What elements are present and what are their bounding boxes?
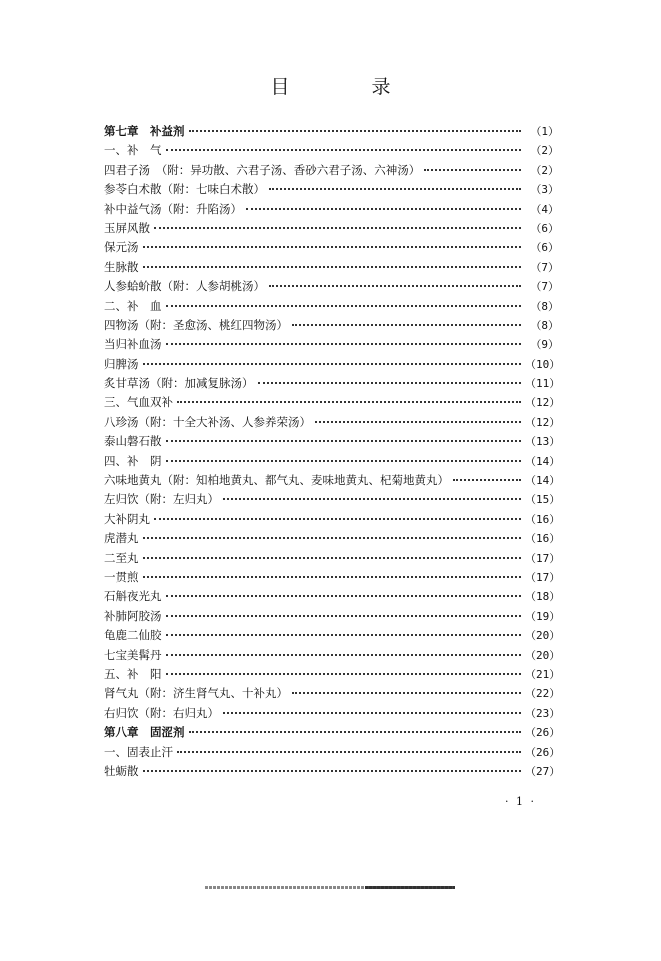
toc-entry-section	[104, 743, 559, 762]
toc-entry-page: （9）	[530, 338, 559, 352]
dot-leader	[269, 285, 521, 287]
toc-entry-label: 生脉散	[104, 259, 139, 274]
toc-entry-item	[104, 219, 559, 238]
toc-entry-item	[104, 684, 559, 703]
toc-entry-item	[104, 762, 559, 781]
dot-leader	[166, 305, 522, 307]
dot-leader	[143, 576, 522, 578]
toc-entry-page: （14）	[525, 474, 561, 488]
toc-entry-section	[104, 297, 559, 316]
toc-entry-label: 二、补 血	[104, 298, 162, 313]
toc-entry-page: （8）	[530, 299, 559, 313]
bottom-scan-line-solid	[365, 886, 455, 889]
table-of-contents	[104, 122, 559, 781]
toc-entry-item	[104, 200, 559, 219]
dot-leader	[189, 130, 522, 132]
dot-leader	[166, 595, 522, 597]
dot-leader	[223, 498, 521, 500]
toc-entry-page: （1）	[530, 125, 559, 138]
toc-entry-item	[104, 374, 559, 393]
toc-entry-page: （13）	[525, 435, 561, 449]
toc-entry-page: （19）	[525, 609, 561, 623]
dot-leader	[246, 208, 521, 210]
toc-entry-chapter	[104, 723, 559, 742]
toc-entry-label: 四、补 阴	[104, 453, 162, 468]
dot-leader	[269, 188, 521, 190]
dot-leader	[143, 557, 522, 559]
toc-entry-label: 归脾汤	[104, 356, 139, 371]
toc-entry-item	[104, 335, 559, 354]
toc-entry-page: （26）	[525, 726, 561, 740]
toc-entry-section	[104, 141, 559, 160]
page-number: · 1 ·	[505, 795, 536, 808]
toc-entry-label: 牡蛎散	[104, 763, 139, 778]
toc-entry-page: （12）	[525, 415, 561, 429]
toc-entry-chapter	[104, 122, 559, 141]
toc-entry-label: 炙甘草汤（附：加减复脉汤）	[104, 376, 254, 391]
toc-entry-label: 玉屏风散	[104, 220, 150, 235]
toc-entry-item	[104, 316, 559, 335]
toc-entry-page: （26）	[525, 745, 561, 759]
dot-leader	[453, 479, 521, 481]
dot-leader	[223, 712, 521, 714]
toc-entry-page: （6）	[530, 241, 559, 255]
toc-entry-page: （21）	[525, 667, 561, 681]
toc-entry-page: （10）	[525, 357, 561, 371]
toc-entry-page: （27）	[525, 764, 561, 778]
dot-leader	[258, 382, 522, 384]
dot-leader	[143, 770, 522, 772]
toc-entry-label: 龟鹿二仙胶	[104, 628, 162, 643]
toc-entry-item	[104, 549, 559, 568]
dot-leader	[166, 654, 522, 656]
toc-entry-label: 四物汤（附：圣愈汤、桃红四物汤）	[104, 317, 288, 332]
toc-entry-page: （18）	[525, 590, 561, 604]
toc-entry-label: 参苓白术散（附：七味白术散）	[104, 182, 265, 197]
toc-entry-page: （14）	[525, 454, 561, 468]
toc-entry-item	[104, 258, 559, 277]
dot-leader	[154, 518, 521, 520]
toc-entry-item	[104, 277, 559, 296]
dot-leader	[166, 149, 522, 151]
toc-entry-page: （7）	[530, 280, 559, 294]
toc-entry-item	[104, 587, 559, 606]
toc-entry-label: 当归补血汤	[104, 337, 162, 352]
toc-entry-label: 七宝美髯丹	[104, 647, 162, 662]
toc-entry-label: 左归饮（附：左归丸）	[104, 492, 219, 507]
toc-entry-item	[104, 238, 559, 257]
dot-leader	[189, 731, 522, 733]
toc-entry-page: （12）	[525, 396, 561, 410]
dot-leader	[143, 537, 522, 539]
toc-entry-page: （7）	[530, 260, 559, 274]
dot-leader	[166, 634, 522, 636]
toc-entry-item	[104, 568, 559, 587]
dot-leader	[166, 343, 522, 345]
dot-leader	[177, 751, 521, 753]
toc-entry-item	[104, 161, 559, 180]
dot-leader	[424, 169, 521, 171]
dot-leader	[166, 673, 522, 675]
dot-leader	[315, 421, 521, 423]
toc-entry-label: 人参蛤蚧散（附：人参胡桃汤）	[104, 279, 265, 294]
toc-entry-section	[104, 452, 559, 471]
toc-entry-label: 大补阴丸	[104, 511, 150, 526]
toc-entry-item	[104, 704, 559, 723]
toc-entry-label: 肾气丸（附：济生肾气丸、十补丸）	[104, 686, 288, 701]
toc-entry-page: （20）	[525, 629, 561, 643]
toc-entry-label: 石斛夜光丸	[104, 589, 162, 604]
toc-entry-label: 二至丸	[104, 550, 139, 565]
dot-leader	[143, 266, 522, 268]
toc-entry-item	[104, 607, 559, 626]
toc-entry-page: （4）	[530, 202, 559, 216]
toc-entry-label: 四君子汤 （附：异功散、六君子汤、香砂六君子汤、六神汤）	[104, 162, 421, 177]
toc-entry-item	[104, 413, 559, 432]
toc-entry-page: （15）	[525, 493, 561, 507]
toc-entry-label: 八珍汤（附：十全大补汤、人参养荣汤）	[104, 414, 311, 429]
toc-entry-page: （6）	[530, 221, 559, 235]
toc-entry-label: 右归饮（附：右归丸）	[104, 705, 219, 720]
toc-entry-section	[104, 393, 559, 412]
toc-entry-item	[104, 646, 559, 665]
toc-entry-label: 泰山磐石散	[104, 434, 162, 449]
dot-leader	[177, 401, 521, 403]
dot-leader	[292, 692, 521, 694]
toc-entry-page: （17）	[525, 570, 561, 584]
toc-entry-label: 一、固表止汗	[104, 744, 173, 759]
toc-entry-page: （11）	[525, 377, 561, 391]
toc-entry-label: 三、气血双补	[104, 395, 173, 410]
toc-entry-page: （16）	[525, 512, 561, 526]
toc-entry-item	[104, 626, 559, 645]
toc-entry-item	[104, 490, 559, 509]
dot-leader	[166, 440, 522, 442]
dot-leader	[143, 363, 522, 365]
toc-entry-label: 保元汤	[104, 240, 139, 255]
dot-leader	[166, 460, 522, 462]
toc-entry-label: 一贯煎	[104, 569, 139, 584]
toc-entry-label: 六味地黄丸（附：知柏地黄丸、都气丸、麦味地黄丸、杞菊地黄丸）	[104, 473, 449, 488]
toc-entry-item	[104, 471, 559, 490]
page-title: 目 录	[270, 76, 429, 98]
toc-entry-page: （20）	[525, 648, 561, 662]
toc-entry-item	[104, 432, 559, 451]
toc-entry-label: 第八章 固涩剂	[104, 725, 185, 740]
toc-entry-label: 补肺阿胶汤	[104, 608, 162, 623]
toc-entry-page: （23）	[525, 706, 561, 720]
dot-leader	[143, 246, 522, 248]
toc-entry-item	[104, 510, 559, 529]
toc-entry-section	[104, 665, 559, 684]
toc-entry-label: 五、补 阳	[104, 666, 162, 681]
toc-entry-label: 补中益气汤（附：升陷汤）	[104, 201, 242, 216]
dot-leader	[154, 227, 521, 229]
dot-leader	[166, 615, 522, 617]
toc-entry-page: （16）	[525, 532, 561, 546]
toc-entry-item	[104, 355, 559, 374]
toc-entry-page: （17）	[525, 551, 561, 565]
toc-entry-label: 一、补 气	[104, 143, 162, 158]
toc-entry-page: （22）	[525, 687, 561, 701]
toc-entry-item	[104, 529, 559, 548]
toc-entry-page: （3）	[530, 183, 559, 197]
toc-entry-label: 虎潜丸	[104, 531, 139, 546]
toc-entry-page: （2）	[530, 163, 559, 177]
toc-entry-item	[104, 180, 559, 199]
toc-entry-label: 第七章 补益剂	[104, 124, 185, 138]
toc-entry-page: （2）	[530, 144, 559, 158]
toc-entry-page: （8）	[530, 318, 559, 332]
dot-leader	[292, 324, 521, 326]
